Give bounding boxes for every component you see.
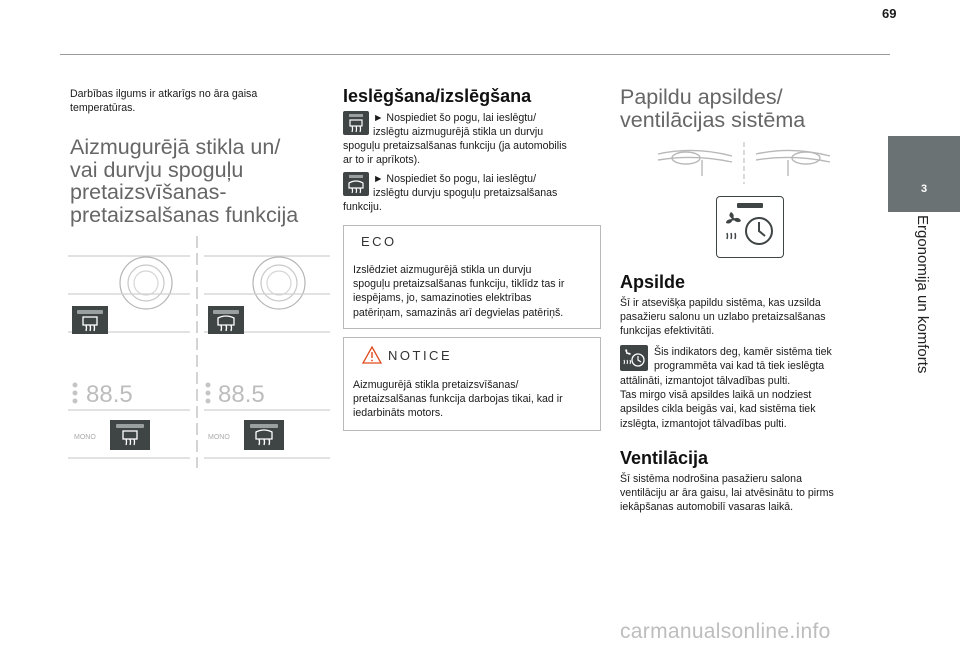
item2-rest: funkciju. — [343, 201, 382, 213]
apsilde-after-text: attālināti, izmantojot tālvadības pulti. Tas mirgo visā apsildes laikā un nodziest apsildes cikla beigās vai, kad sistēma tiek izslēgta, izmantojot tālvadības pulti. — [620, 375, 816, 430]
eco-text: Izslēdziet aizmugurējā stikla un durvju spoguļu pretaizsalšanas funkciju, tiklīdz tas ir iespējams, jo, samazinoties elektrības patēriņam, samazinās arī degvielas patēriņš. — [353, 264, 565, 319]
steering-wheel-illustration — [656, 140, 832, 186]
section-heading-aux-heating: Papildu apsildes/ ventilācijas sistēma — [620, 85, 806, 132]
notice-box — [343, 337, 601, 431]
chapter-title: Ergonomija un komforts — [914, 215, 931, 374]
section-heading-ventilacija: Ventilācija — [620, 448, 709, 468]
chapter-title-vertical — [888, 215, 960, 465]
eco-box — [343, 225, 601, 329]
chapter-number: 3 — [920, 183, 928, 195]
header-rule — [60, 54, 890, 55]
mono-label-left: MONO — [74, 434, 96, 441]
control-panel-illustration — [68, 232, 332, 470]
apsilde-text: Šī ir atsevišķa papildu sistēma, kas uzsilda pasažieru salonu un uzlabo pretaizsalšanas funkcijas efektivitāti. — [620, 297, 826, 338]
item2-lead: ► Nospiediet šo pogu, lai ieslēgtu/ izslēgtu durvju spoguļu pretaizsalšanas — [373, 173, 558, 200]
item1-rest: spoguļu pretaizsalšanas funkciju (ja automobilis ar to ir aprīkots). — [343, 140, 567, 167]
notice-text: Aizmugurējā stikla pretaizsvīšanas/ pretaizsalšanas funkcija darbojas tikai, kad ir iedarbināts motors. — [353, 379, 563, 420]
notice-title: NOTICE — [388, 348, 453, 363]
display-readout-left: 88.5 — [86, 381, 133, 408]
indicator-text: Šis indikators deg, kamēr sistēma tiek programmēta vai kad tā tiek ieslēgta — [654, 346, 832, 373]
chapter-tab[interactable] — [888, 136, 960, 212]
section-heading-onoff: Ieslēgšana/izslēgšana — [343, 86, 532, 106]
section-heading-defrost: Aizmugurējā stikla un/ vai durvju spoguļu pretaizsvīšanas- pretaizsalšanas funkcija — [70, 135, 299, 227]
ventilacija-text: Šī sistēma nodrošina pasažieru salona ventilāciju ar āra gaisu, lai atvēsinātu to pirms iekāpšanas automobilī vasaras laikā. — [620, 473, 834, 514]
display-readout-right: 88.5 — [218, 381, 265, 408]
rear-defrost-icon — [343, 111, 369, 135]
aux-heater-timer-icon — [716, 196, 784, 258]
mirror-defrost-icon — [343, 172, 369, 196]
section-heading-apsilde: Apsilde — [620, 272, 686, 292]
eco-title: ECO — [361, 234, 397, 249]
watermark: carmanualsonline.info — [620, 620, 831, 643]
page-number: 69 — [882, 6, 897, 21]
heater-indicator-icon — [620, 345, 648, 371]
warning-icon — [362, 346, 382, 364]
item1-lead: ► Nospiediet šo pogu, lai ieslēgtu/ izslēgtu aizmugurējā stikla un durvju — [373, 112, 544, 139]
intro-text: Darbības ilgums ir atkarīgs no āra gaisa temperatūras. — [70, 88, 258, 115]
mono-label-right: MONO — [208, 434, 230, 441]
